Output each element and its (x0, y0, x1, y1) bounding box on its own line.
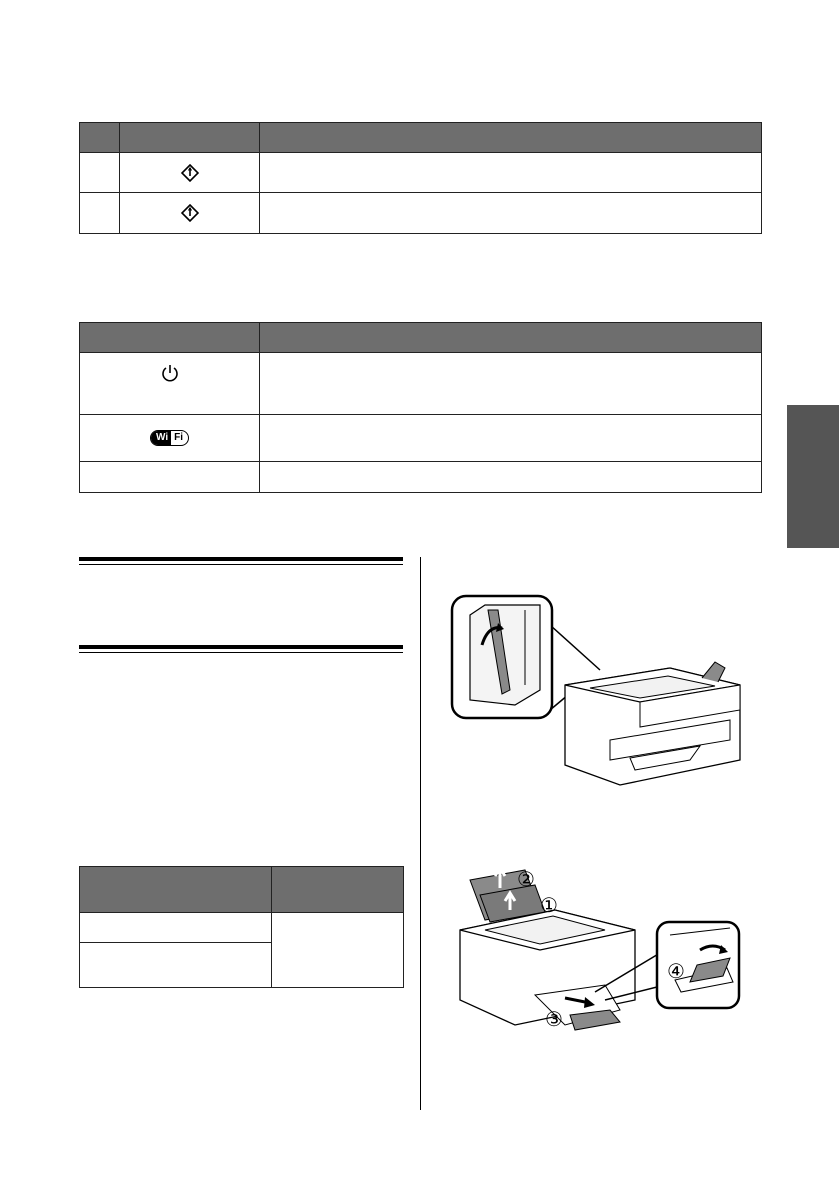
header-cell (80, 867, 272, 913)
section-rule-thick (79, 645, 403, 649)
start-diamond-icon (181, 164, 199, 182)
step-label-4: ④ (667, 959, 685, 983)
step-label-3: ③ (545, 1007, 563, 1031)
table-start-buttons (79, 122, 762, 234)
section-rule-thick (79, 557, 403, 561)
start-diamond-icon (181, 204, 199, 222)
section-tab (787, 405, 839, 548)
table-header-row (80, 867, 404, 913)
table-cell (80, 153, 120, 193)
table-row (80, 353, 762, 415)
table-cell (80, 193, 120, 234)
power-icon (160, 363, 180, 383)
step-label-1: ① (540, 893, 558, 917)
printer-rear-feeder-illustration (440, 590, 750, 795)
table-cell (260, 415, 762, 462)
header-cell (80, 123, 120, 153)
section-rule-thin (79, 652, 403, 653)
header-cell (272, 867, 404, 913)
wifi-icon-right: Fi (174, 432, 184, 443)
table-lights (79, 322, 762, 493)
table-row (80, 415, 762, 462)
table-header-row (80, 323, 762, 353)
table-cell (272, 913, 404, 988)
header-cell (80, 323, 260, 353)
table-cell (260, 153, 762, 193)
table-cell (260, 193, 762, 234)
column-divider (420, 557, 421, 1110)
printer-load-paper-illustration (445, 850, 745, 1040)
table-paper (79, 866, 404, 988)
table-header-row (80, 123, 762, 153)
table-cell (80, 943, 272, 988)
table-row (80, 153, 762, 193)
header-cell (260, 323, 762, 353)
table-cell (260, 353, 762, 415)
table-row (80, 913, 404, 943)
table-cell (80, 913, 272, 943)
header-cell (260, 123, 762, 153)
table-row (80, 462, 762, 493)
step-label-2: ② (517, 867, 535, 891)
wifi-icon-left: Wi (151, 431, 171, 445)
wifi-icon (150, 430, 189, 446)
section-rule-thin (79, 564, 403, 565)
table-row (80, 193, 762, 234)
table-cell (80, 462, 260, 493)
header-cell (120, 123, 260, 153)
table-cell (260, 462, 762, 493)
